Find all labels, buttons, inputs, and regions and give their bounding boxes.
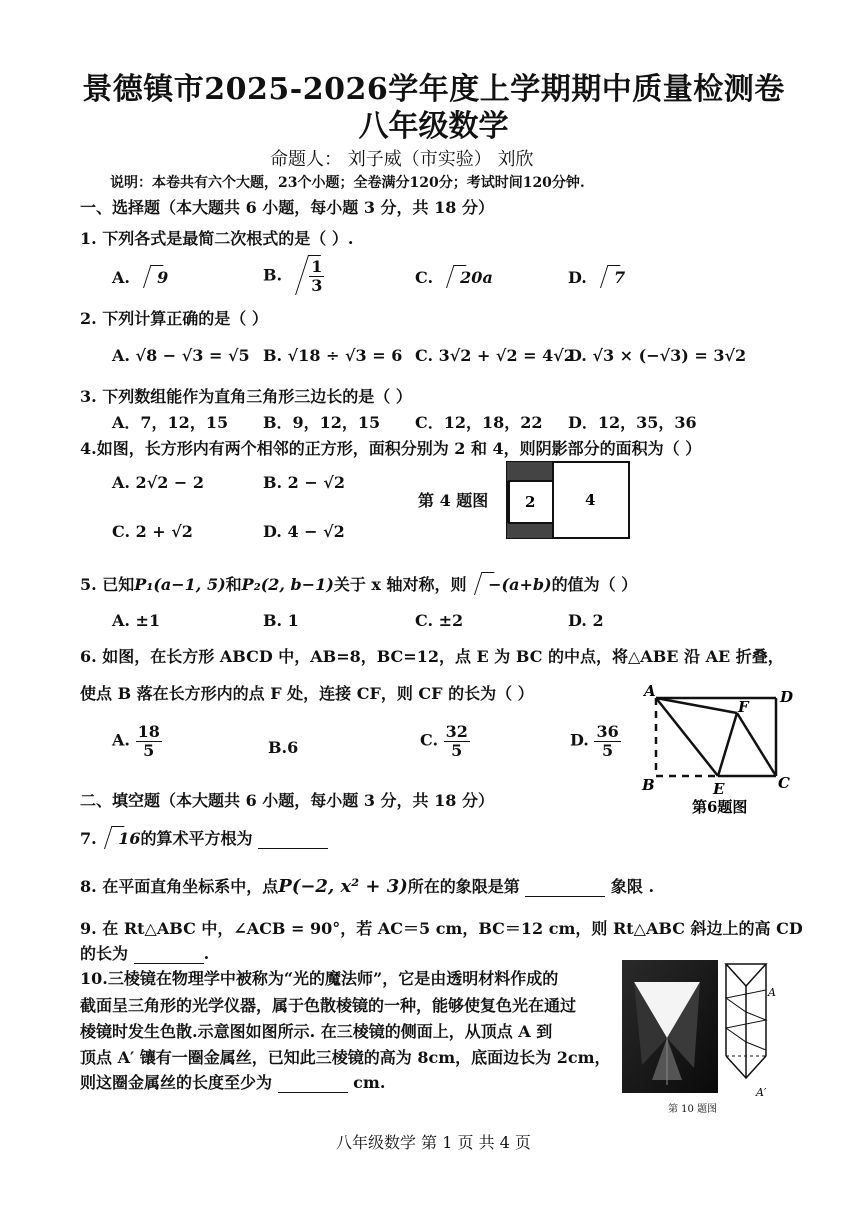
q2-option-a: A. √8 − √3 = √5 bbox=[112, 346, 250, 365]
option-label: A. bbox=[112, 268, 130, 287]
point-e-label: E bbox=[713, 780, 725, 798]
q5-stem bbox=[80, 572, 637, 595]
q5-option-c: C. ±2 bbox=[415, 611, 464, 630]
q10-line-4: 顶点 A′ 镶有一圈金属丝，已知此三棱镜的高为 8cm，底面边长为 2cm， bbox=[80, 1048, 611, 1067]
point-a-label: A bbox=[644, 682, 656, 700]
q6-option-c bbox=[420, 723, 470, 759]
q6-option-a bbox=[112, 723, 162, 759]
q8-answer-blank[interactable] bbox=[525, 882, 605, 897]
point-a-label: A bbox=[768, 986, 776, 999]
fraction-numerator: 32 bbox=[445, 722, 468, 741]
exam-title: 景德镇市2025-2026学年度上学期期中质量检测卷 bbox=[82, 72, 785, 107]
q5-option-d: D. 2 bbox=[568, 611, 604, 630]
q10-answer-blank[interactable] bbox=[278, 1078, 348, 1093]
author-line: 命题人： 刘子威（市实验） 刘欣 bbox=[270, 149, 534, 170]
q5-text-3: 关于 x 轴对称，则 bbox=[333, 575, 467, 594]
option-label: D. bbox=[568, 268, 587, 287]
small-square-label: 2 bbox=[525, 493, 536, 511]
q3-stem: 3. 下列数组能作为直角三角形三边长的是（ ） bbox=[80, 387, 412, 406]
q3-option-a: A．7，12，15 bbox=[112, 413, 229, 432]
q3-option-d: D．12，35，36 bbox=[568, 413, 697, 432]
q2-option-c: C. 3√2 + √2 = 4√2 bbox=[415, 346, 575, 365]
prism-photo bbox=[622, 960, 718, 1093]
q4-stem: 4.如图，长方形内有两个相邻的正方形，面积分别为 2 和 4，则阴影部分的面积为（ ） bbox=[80, 439, 702, 458]
shaded-region-top bbox=[507, 462, 553, 481]
q4-figure-caption: 第 4 题图 bbox=[418, 491, 489, 510]
q9-text: 的长为 bbox=[80, 944, 129, 963]
q10-line-5 bbox=[80, 1070, 385, 1093]
point-d-label: D bbox=[780, 688, 794, 706]
q7-answer-blank[interactable] bbox=[258, 834, 328, 849]
q6-stem-line-2: 使点 B 落在长方形内的点 F 处，连接 CF，则 CF 的长为（ ） bbox=[80, 684, 534, 703]
segment-fe bbox=[718, 713, 737, 776]
q10-unit: cm. bbox=[353, 1073, 386, 1092]
q5-text-2: 和 bbox=[225, 575, 242, 594]
q4-figure bbox=[505, 460, 633, 542]
fraction-numerator: 1 bbox=[311, 257, 323, 276]
q10-figure-caption: 第 10 题图 bbox=[668, 1104, 718, 1115]
section-2-heading: 二、填空题（本大题共 6 小题，每小题 3 分，共 18 分） bbox=[80, 791, 494, 810]
segment-af bbox=[656, 698, 737, 713]
q6-option-d bbox=[570, 723, 621, 759]
q7-sqrt-expression: 16 bbox=[104, 829, 140, 848]
segment-fc bbox=[737, 713, 776, 776]
q10-line-1: 10.三棱镜在物理学中被称为“光的魔法师”，它是由透明材料作成的 bbox=[80, 969, 559, 988]
q9-stem-line-1: 9. 在 Rt△ABC 中，∠ACB = 90°，若 AC＝5 cm，BC＝12 cm，则 Rt△ABC 斜边上的高 CD bbox=[80, 919, 803, 938]
q5-option-a: A. ±1 bbox=[112, 611, 161, 630]
option-label: B. bbox=[263, 265, 283, 285]
q9-stem-line-2: 的长为 . bbox=[80, 944, 210, 963]
q1-option-b bbox=[263, 258, 324, 294]
point-a-prime-label: A′ bbox=[756, 1086, 767, 1099]
exam-subtitle: 八年级数学 bbox=[358, 109, 509, 144]
q10-figure bbox=[722, 960, 794, 1100]
sqrt-fraction bbox=[295, 258, 324, 294]
option-label: C. bbox=[420, 730, 439, 750]
q4-option-b: B. 2 − √2 bbox=[263, 473, 345, 492]
q6-stem-line-1: 6. 如图，在长方形 ABCD 中，AB=8，BC=12，点 E 为 BC 的中点，将△ABE 沿 AE 折叠， bbox=[80, 647, 784, 666]
q10-line-2: 截面呈三角形的光学仪器，属于色散棱镜的一种，能够使复色光在通过 bbox=[80, 996, 577, 1015]
q8-stem bbox=[80, 874, 654, 897]
q6-figure-caption: 第6题图 bbox=[692, 798, 748, 816]
q6-figure bbox=[636, 682, 796, 822]
q2-option-d: D. √3 × (−√3) = 3√2 bbox=[568, 346, 747, 365]
q4-option-c: C. 2 + √2 bbox=[112, 522, 193, 541]
fraction-denominator: 5 bbox=[602, 740, 614, 760]
q5-text-4: 的值为（ ） bbox=[551, 575, 638, 594]
q3-option-b: B．9，12，15 bbox=[263, 413, 381, 432]
sqrt-expression: 9 bbox=[143, 268, 168, 287]
q9-answer-blank[interactable] bbox=[134, 949, 204, 964]
q1-option-d bbox=[568, 268, 625, 287]
q5-point-2: P₂(2, b−1) bbox=[241, 575, 334, 594]
q7-text: 的算术平方根为 bbox=[140, 829, 253, 848]
q4-option-a: A. 2√2 − 2 bbox=[112, 473, 205, 492]
q8-point: P(−2, x² + 3) bbox=[278, 876, 408, 897]
q3-option-c: C．12，18，22 bbox=[415, 413, 543, 432]
prism-top-triangle bbox=[726, 964, 766, 986]
q8-text-3: 象限 . bbox=[610, 877, 655, 896]
page-footer: 八年级数学 第 1 页 共 4 页 bbox=[336, 1133, 531, 1152]
section-1-heading: 一、选择题（本大题共 6 小题，每小题 3 分，共 18 分） bbox=[80, 198, 494, 217]
fraction-numerator: 36 bbox=[596, 722, 619, 741]
fold-line-ae bbox=[656, 698, 718, 776]
q5-option-b: B. 1 bbox=[263, 611, 299, 630]
point-f-label: F bbox=[738, 698, 749, 716]
option-label: C. bbox=[415, 268, 434, 287]
q6-option-b: B.6 bbox=[268, 738, 299, 757]
q1-stem: 1. 下列各式是最简二次根式的是（ ）. bbox=[80, 229, 354, 248]
q5-sqrt-expression: −(a+b) bbox=[474, 575, 552, 594]
q10-line-3: 棱镜时发生色散.示意图如图所示. 在三棱镜的侧面上，从顶点 A 到 bbox=[80, 1022, 553, 1041]
fraction-denominator: 5 bbox=[143, 740, 155, 760]
q1-option-c bbox=[415, 268, 493, 287]
q2-option-b: B. √18 ÷ √3 = 6 bbox=[263, 346, 403, 365]
q8-text-2: 所在的象限是第 bbox=[407, 877, 520, 896]
q4-option-d: D. 4 − √2 bbox=[263, 522, 345, 541]
q2-stem: 2. 下列计算正确的是（ ） bbox=[80, 309, 268, 328]
q10-text: 则这圈金属丝的长度至少为 bbox=[80, 1073, 273, 1092]
q5-text-1: 5. 已知 bbox=[80, 575, 135, 594]
option-label: D. bbox=[570, 730, 589, 750]
q7-stem: 7. 16的算术平方根为 bbox=[80, 826, 328, 849]
big-square-label: 4 bbox=[585, 491, 596, 509]
fraction-denominator: 5 bbox=[451, 740, 463, 760]
q1-option-a bbox=[112, 268, 168, 287]
exam-note: 说明：本卷共有六个大题，23个小题；全卷满分120分；考试时间120分钟. bbox=[110, 175, 585, 191]
fraction-denominator: 3 bbox=[311, 275, 323, 295]
point-b-label: B bbox=[642, 776, 655, 794]
q5-point-1: P₁(a−1, 5) bbox=[134, 575, 226, 594]
sqrt-expression: 7 bbox=[600, 268, 625, 287]
q8-text-1: 8. 在平面直角坐标系中，点 bbox=[80, 877, 279, 896]
fraction-numerator: 18 bbox=[137, 722, 160, 741]
point-c-label: C bbox=[778, 774, 790, 792]
option-label: A. bbox=[112, 730, 130, 750]
sqrt-expression: 20a bbox=[446, 268, 493, 287]
shaded-region-bottom bbox=[507, 523, 553, 538]
